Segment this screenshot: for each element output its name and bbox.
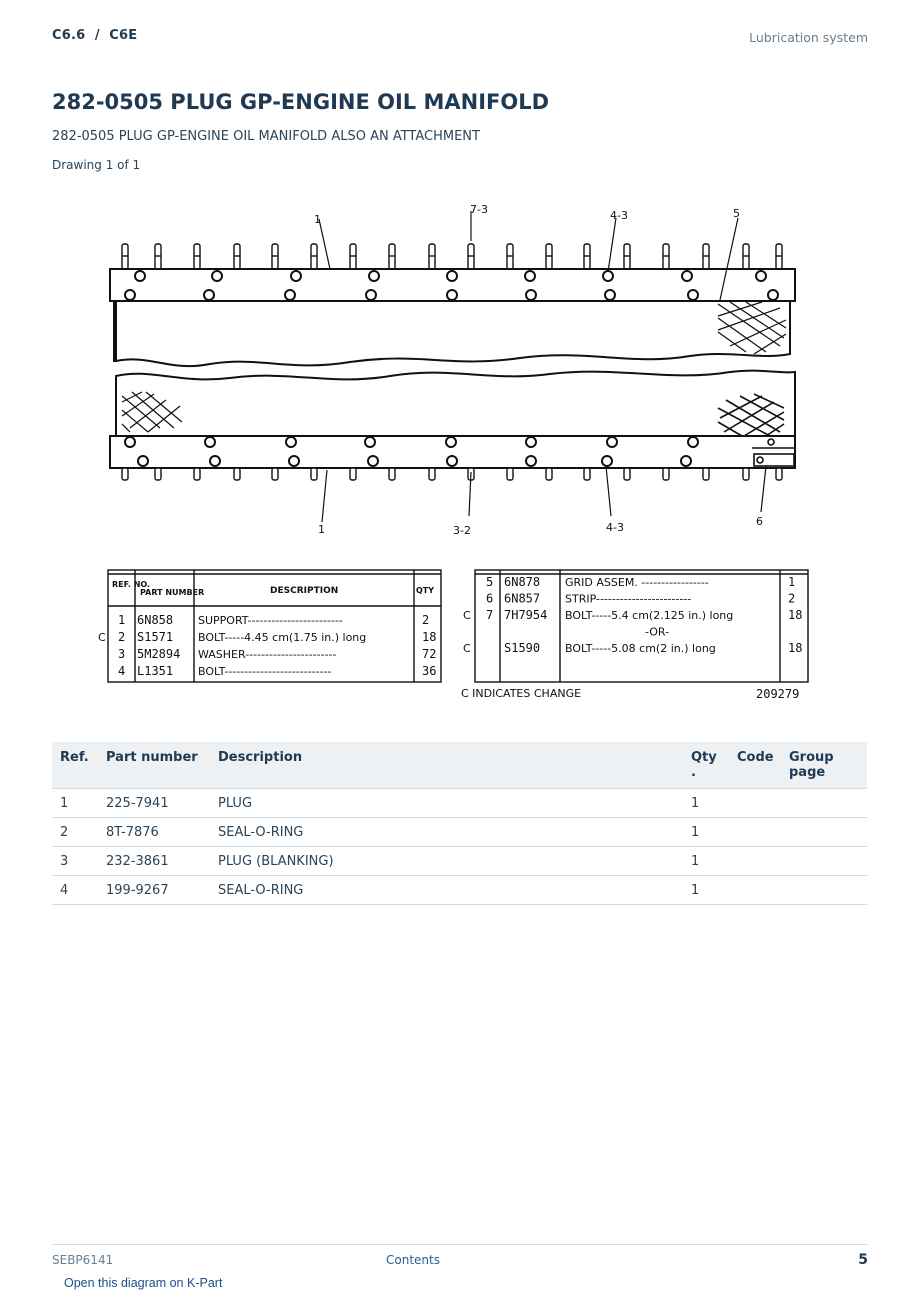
table-row <box>52 789 867 818</box>
bolt-hole <box>212 271 222 281</box>
legend-part: 5M2894 <box>137 647 181 661</box>
bottom-sheet <box>116 371 795 436</box>
contents-link[interactable]: Contents <box>386 1253 440 1267</box>
doc-code: SEBP6141 <box>52 1253 114 1267</box>
bolt-hole <box>125 437 135 447</box>
cell-group-page <box>781 847 867 876</box>
bolt-hole <box>447 271 457 281</box>
legend-left-head-ref: REF. NO. <box>112 580 151 589</box>
header-description: Description <box>210 742 683 789</box>
cell-group-page <box>781 876 867 905</box>
legend-desc: SUPPORT------------------------ <box>198 614 343 627</box>
callout-bottom-6: 6 <box>756 515 763 528</box>
legend-part: 6N878 <box>504 575 541 589</box>
header-code: Code <box>729 742 781 789</box>
cell-part-number: 225-7941 <box>98 789 210 818</box>
top-studs <box>122 244 782 269</box>
cell-description: SEAL-O-RING <box>210 876 683 905</box>
stud <box>272 468 278 480</box>
cell-qty: 1 <box>683 847 729 876</box>
legend-desc: BOLT-----4.45 cm(1.75 in.) long <box>198 631 367 644</box>
cell-group-page <box>781 818 867 847</box>
legend-left-rows <box>98 613 436 678</box>
bolt-hole <box>526 290 536 300</box>
parts-table-header-row <box>52 742 867 789</box>
callout-top-4-3: 4-3 <box>610 209 628 222</box>
legend-desc: GRID ASSEM. ----------------- <box>565 576 709 589</box>
bolt-hole <box>526 437 536 447</box>
stud <box>584 468 590 480</box>
stud <box>429 468 435 480</box>
legend-desc: -OR- <box>645 625 670 639</box>
cell-qty: 1 <box>683 789 729 818</box>
stud <box>311 468 317 480</box>
stud <box>776 468 782 480</box>
bolt-hole <box>204 290 214 300</box>
bolt-hole <box>369 271 379 281</box>
top-sheet <box>116 301 790 366</box>
legend-left-head-qty: QTY <box>416 586 435 595</box>
cell-group-page <box>781 789 867 818</box>
bolt-hole <box>688 437 698 447</box>
section-name: Lubrication system <box>749 30 868 45</box>
callout-top-1: 1 <box>314 213 321 226</box>
table-row <box>52 876 867 905</box>
legend-part: 6N857 <box>504 591 541 606</box>
legend-change: C <box>463 609 471 622</box>
stud <box>350 468 356 480</box>
cell-code <box>729 847 781 876</box>
bolt-hole <box>447 290 457 300</box>
callout-leaders <box>319 211 766 522</box>
stud <box>743 468 749 480</box>
bolt-hole <box>291 271 301 281</box>
bolt-hole <box>768 290 778 300</box>
legend-qty: 1 <box>788 575 796 589</box>
kpart-link[interactable]: Open this diagram on K-Part <box>64 1276 223 1290</box>
bolt-hole <box>681 456 691 466</box>
stud <box>155 468 161 480</box>
bolt-hole <box>368 456 378 466</box>
header-ref: Ref. <box>52 742 98 789</box>
legend-left-head-desc: DESCRIPTION <box>270 586 339 596</box>
cell-part-number: 8T-7876 <box>98 818 210 847</box>
legend-part: S1590 <box>504 641 541 655</box>
grid-hatch-right-bottom <box>718 394 784 436</box>
stud <box>122 468 128 480</box>
bolt-hole <box>682 271 692 281</box>
legend-part: 7H7954 <box>504 608 548 622</box>
cell-code <box>729 818 781 847</box>
legend-qty: 2 <box>788 591 796 606</box>
bolt-hole <box>446 437 456 447</box>
cell-ref: 2 <box>52 818 98 847</box>
legend-ref: 1 <box>118 613 126 627</box>
legend-qty: 72 <box>422 647 437 661</box>
legend-part: L1351 <box>137 664 174 678</box>
legend-ref: 6 <box>486 591 494 606</box>
legend-change: C <box>98 631 106 644</box>
cell-part-number: 232-3861 <box>98 847 210 876</box>
stud <box>234 468 240 480</box>
cell-description: PLUG (BLANKING) <box>210 847 683 876</box>
page-number: 5 <box>858 1252 868 1268</box>
legend-right-rows <box>463 575 802 655</box>
page-title: 282-0505 PLUG GP-ENGINE OIL MANIFOLD <box>52 90 550 114</box>
bolt-hole <box>607 437 617 447</box>
legend-desc: STRIP------------------------ <box>565 592 692 606</box>
legend-ref: 4 <box>118 664 126 678</box>
strip-bracket <box>752 439 794 466</box>
drawing-count: Drawing 1 of 1 <box>52 158 141 172</box>
model-title: C6.6 / C6E <box>52 28 138 43</box>
callout-bottom-1: 1 <box>318 523 325 536</box>
stud <box>663 468 669 480</box>
stud <box>507 468 513 480</box>
legend-change: C <box>463 642 471 655</box>
grid-hatch-right-top <box>718 302 786 354</box>
legend-part: S1571 <box>137 630 174 644</box>
cell-part-number: 199-9267 <box>98 876 210 905</box>
cell-ref: 3 <box>52 847 98 876</box>
illustration-number: 209279 <box>756 687 800 701</box>
cell-code <box>729 876 781 905</box>
bolt-hole <box>135 271 145 281</box>
legend-qty: 18 <box>422 630 437 644</box>
table-row <box>52 847 867 876</box>
legend-desc: BOLT--------------------------- <box>198 665 332 678</box>
cell-code <box>729 789 781 818</box>
callout-top-7-3: 7-3 <box>470 203 488 216</box>
bolt-hole <box>688 290 698 300</box>
bolt-hole <box>447 456 457 466</box>
bolt-hole <box>125 290 135 300</box>
cell-ref: 4 <box>52 876 98 905</box>
page-header <box>52 28 868 48</box>
legend-ref: 7 <box>486 608 494 622</box>
bolt-hole <box>289 456 299 466</box>
legend-left-head-part: PART NUMBER <box>140 588 205 597</box>
legend-desc: WASHER----------------------- <box>198 648 337 661</box>
bolt-hole <box>603 271 613 281</box>
grid-hatch-left <box>122 392 182 432</box>
legend-part: 6N858 <box>137 613 174 627</box>
cell-ref: 1 <box>52 789 98 818</box>
bolt-hole <box>285 290 295 300</box>
header-group-page: Group page <box>781 742 867 789</box>
bottom-studs <box>122 468 782 480</box>
legend-qty: 2 <box>422 613 430 627</box>
stud <box>624 468 630 480</box>
callout-top-5: 5 <box>733 207 740 220</box>
bolt-hole <box>138 456 148 466</box>
table-row <box>52 818 867 847</box>
legend-ref: 2 <box>118 630 126 644</box>
bolt-hole <box>365 437 375 447</box>
page-subtitle: 282-0505 PLUG GP-ENGINE OIL MANIFOLD ALSO AN ATTACHMENT <box>52 129 480 144</box>
header-part-number: Part number <box>98 742 210 789</box>
stud <box>703 468 709 480</box>
header-qty: Qty . <box>683 742 729 789</box>
bolt-hole <box>605 290 615 300</box>
stud <box>194 468 200 480</box>
stud <box>389 468 395 480</box>
bottom-holes <box>125 437 698 466</box>
cell-description: SEAL-O-RING <box>210 818 683 847</box>
bolt-hole <box>756 271 766 281</box>
bolt-hole <box>366 290 376 300</box>
legend-desc: BOLT-----5.4 cm(2.125 in.) long <box>565 609 734 622</box>
cell-qty: 1 <box>683 818 729 847</box>
parts-diagram <box>90 196 830 712</box>
stud <box>546 468 552 480</box>
bolt-hole <box>525 271 535 281</box>
callout-bottom-3-2: 3-2 <box>453 524 471 537</box>
bolt-hole <box>286 437 296 447</box>
change-note: C INDICATES CHANGE <box>461 687 582 700</box>
parts-table <box>52 742 867 905</box>
legend-ref: 3 <box>118 647 126 661</box>
legend-qty: 18 <box>788 641 803 655</box>
legend-ref: 5 <box>486 575 494 589</box>
legend-desc: BOLT-----5.08 cm(2 in.) long <box>565 642 716 655</box>
bolt-hole <box>210 456 220 466</box>
cell-description: PLUG <box>210 789 683 818</box>
cell-qty: 1 <box>683 876 729 905</box>
bolt-hole <box>526 456 536 466</box>
footer-divider <box>52 1244 868 1245</box>
top-holes <box>125 271 778 300</box>
legend-qty: 36 <box>422 664 437 678</box>
legend-qty: 18 <box>788 608 803 622</box>
bolt-hole <box>205 437 215 447</box>
bolt-hole <box>602 456 612 466</box>
callout-bottom-4-3: 4-3 <box>606 521 624 534</box>
